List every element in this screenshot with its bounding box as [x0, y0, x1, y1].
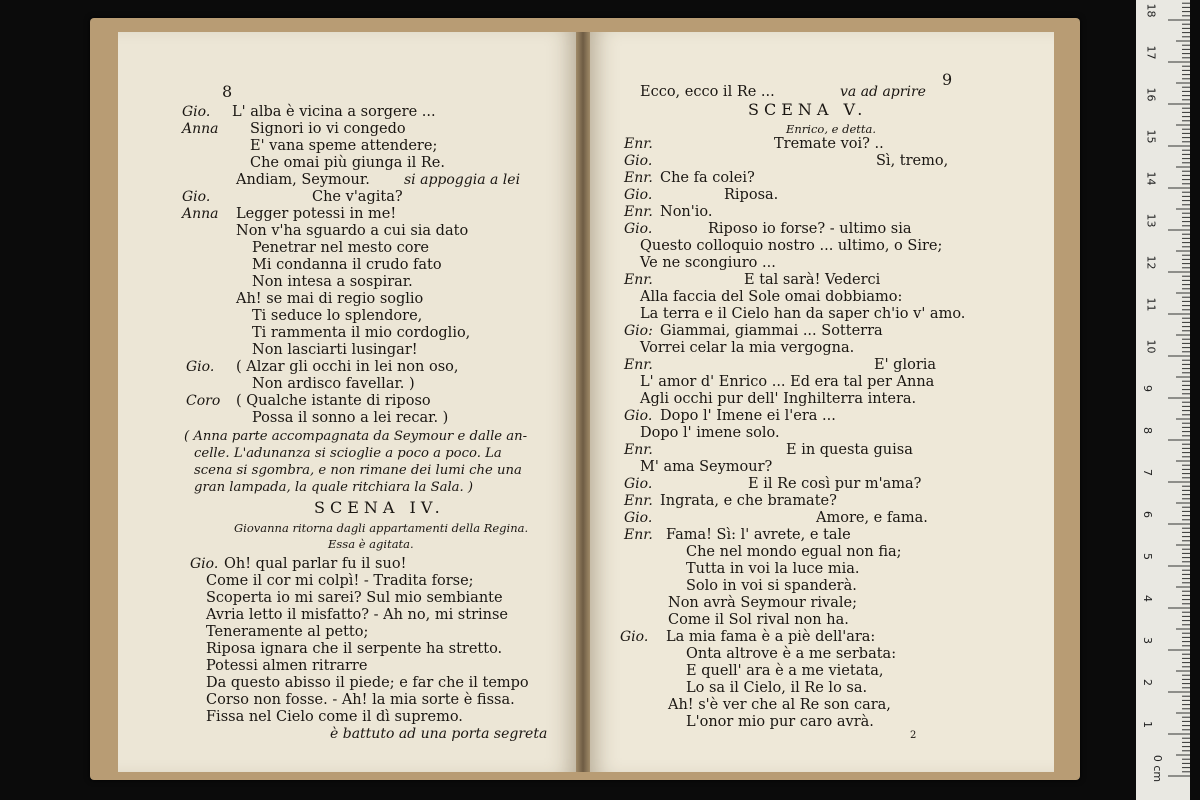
verse-line: L' alba è vicina a sorgere ... — [232, 104, 436, 120]
verse-line: Scoperta io mi sarei? Sul mio sembiante — [206, 590, 503, 606]
scene-title: SCENA IV. — [314, 498, 445, 517]
verse-line: Non intesa a sospirar. — [252, 274, 413, 290]
verse-line: ( Alzar gli occhi in lei non oso, — [236, 359, 459, 375]
verse-line: Dopo l' imene solo. — [640, 425, 780, 441]
verse-line: Oh! qual parlar fu il suo! — [224, 556, 407, 572]
verse-line: Che omai più giunga il Re. — [250, 155, 445, 171]
ruler-number: 11 — [1144, 297, 1158, 312]
verse-line: Fama! Sì: l' avrete, e tale — [666, 527, 851, 543]
ruler-number: 16 — [1144, 87, 1158, 102]
ruler-number: 0 cm — [1151, 754, 1165, 783]
verse-line: Onta altrove è a me serbata: — [686, 646, 897, 662]
verse-line: Vorrei celar la mia vergogna. — [640, 340, 855, 356]
speaker: Gio. — [182, 104, 211, 120]
scene-title: SCENA V. — [748, 100, 868, 119]
ruler-number: 4 — [1141, 595, 1154, 602]
speaker: Gio. — [624, 510, 653, 526]
verse-line: Andiam, Seymour. — [236, 172, 370, 188]
verse-line: Agli occhi pur dell' Inghilterra intera. — [640, 391, 917, 407]
speaker: Enr. — [624, 527, 653, 543]
verse-line: Ti rammenta il mio cordoglio, — [252, 325, 471, 341]
ruler-number: 9 — [1141, 385, 1154, 392]
verse-line: E il Re così pur m'ama? — [748, 476, 922, 492]
verse-line: E' vana speme attendere; — [250, 138, 438, 154]
verse-line: Ti seduce lo splendore, — [252, 308, 423, 324]
verse-line: Che fa colei? — [660, 170, 755, 186]
verse-line: Giammai, giammai ... Sotterra — [660, 323, 883, 339]
verse-line: Legger potessi in me! — [236, 206, 397, 222]
verse-line: Ve ne scongiuro ... — [640, 255, 776, 271]
verse-line: Potessi almen ritrarre — [206, 658, 368, 674]
ruler-number: 2 — [1141, 679, 1154, 686]
verse-line: ( Qualche istante di riposo — [236, 393, 431, 409]
verse-line: Questo colloquio nostro ... ultimo, o Sire; — [640, 238, 943, 254]
verse-line: Riposa ignara che il serpente ha stretto. — [206, 641, 503, 657]
verse-line: Da questo abisso il piede; e far che il tempo — [206, 675, 529, 691]
speaker: Anna — [182, 121, 219, 137]
verse-line: Mi condanna il crudo fato — [252, 257, 442, 273]
page-number: 8 — [222, 82, 233, 101]
speaker: Anna — [182, 206, 219, 222]
stage-direction: celle. L'adunanza si scioglie a poco a poco. La — [194, 446, 502, 461]
verse-line: Non lasciarti lusingar! — [252, 342, 418, 358]
verse-line: E quell' ara è a me vietata, — [686, 663, 884, 679]
verse-line: Possa il sonno a lei recar. ) — [252, 410, 449, 426]
verse-line: E in questa guisa — [786, 442, 913, 458]
ruler-number: 8 — [1141, 427, 1154, 434]
stage-direction: scena si sgombra, e non rimane dei lumi che una — [194, 463, 522, 478]
verse-line: Ecco, ecco il Re ... — [640, 84, 775, 100]
verse-line: M' ama Seymour? — [640, 459, 773, 475]
verse-line: Avria letto il misfatto? - Ah no, mi strinse — [206, 607, 509, 623]
stage-direction: è battuto ad una porta segreta — [330, 726, 548, 742]
speaker: Enr. — [624, 357, 653, 373]
verse-line: Alla faccia del Sole omai dobbiamo: — [640, 289, 903, 305]
open-book — [90, 18, 1080, 780]
verse-line: Tremate voi? .. — [774, 136, 884, 152]
speaker: Enr. — [624, 136, 653, 152]
verse-line: Non ardisco favellar. ) — [252, 376, 415, 392]
ruler-number: 7 — [1141, 469, 1154, 476]
verse-line: Ingrata, e che bramate? — [660, 493, 837, 509]
ruler-number: 12 — [1144, 255, 1158, 270]
measuring-ruler — [1136, 0, 1190, 800]
verse-line: E' gloria — [874, 357, 937, 373]
stage-direction: ( Anna parte accompagnata da Seymour e dalle an- — [184, 429, 528, 444]
left-page — [118, 32, 576, 772]
verse-line: Che nel mondo egual non fia; — [686, 544, 902, 560]
verse-line: Che v'agita? — [312, 189, 403, 205]
ruler-number: 1 — [1141, 721, 1154, 728]
scene-subtitle: Enrico, e detta. — [786, 122, 877, 136]
speaker: Gio. — [182, 189, 211, 205]
verse-line: Penetrar nel mesto core — [252, 240, 430, 256]
ruler-number: 3 — [1141, 637, 1154, 644]
ruler-number: 17 — [1144, 45, 1158, 60]
verse-line: Riposa. — [724, 187, 779, 203]
speaker: Enr. — [624, 204, 653, 220]
verse-line: Non'io. — [660, 204, 713, 220]
speaker: Gio. — [624, 187, 653, 203]
verse-line: Teneramente al petto; — [206, 624, 369, 640]
verse-line: La mia fama è a piè dell'ara: — [666, 629, 876, 645]
speaker: Gio. — [624, 221, 653, 237]
verse-line: La terra e il Cielo han da saper ch'io v' amo. — [640, 306, 966, 322]
verse-line: L'onor mio pur caro avrà. — [686, 714, 874, 730]
book-gutter — [576, 32, 590, 772]
verse-line: Sì, tremo, — [876, 153, 949, 169]
ruler-number: 5 — [1141, 553, 1154, 560]
verse-line: L' amor d' Enrico ... Ed era tal per Anna — [640, 374, 935, 390]
speaker: Coro — [186, 393, 221, 409]
ruler-number: 18 — [1144, 3, 1158, 18]
verse-line: Lo sa il Cielo, il Re lo sa. — [686, 680, 868, 696]
verse-line: Come il cor mi colpì! - Tradita forse; — [206, 573, 474, 589]
ruler-number: 13 — [1144, 213, 1158, 228]
speaker: Gio. — [190, 556, 219, 572]
speaker: Gio. — [624, 153, 653, 169]
verse-line: Ah! se mai di regio soglio — [236, 291, 424, 307]
ruler-number: 6 — [1141, 511, 1154, 518]
verse-line: Riposo io forse? - ultimo sia — [708, 221, 912, 237]
speaker: Gio. — [624, 476, 653, 492]
verse-line: Non v'ha sguardo a cui sia dato — [236, 223, 469, 239]
speaker: Gio: — [624, 323, 653, 339]
verse-line: Tutta in voi la luce mia. — [686, 561, 860, 577]
verse-line: Dopo l' Imene ei l'era ... — [660, 408, 836, 424]
speaker: Enr. — [624, 442, 653, 458]
speaker: Gio. — [186, 359, 215, 375]
scene-subtitle: Giovanna ritorna dagli appartamenti della Regina. — [234, 521, 529, 535]
right-page — [590, 32, 1054, 772]
verse-line: Solo in voi si spanderà. — [686, 578, 857, 594]
speaker: Gio. — [620, 629, 649, 645]
stage-direction: gran lampada, la quale ritchiara la Sala. ) — [194, 480, 474, 495]
speaker: Gio. — [624, 408, 653, 424]
scene-subtitle: Essa è agitata. — [328, 537, 414, 551]
speaker: Enr. — [624, 272, 653, 288]
stage-direction: va ad aprire — [840, 84, 926, 100]
verse-line: Amore, e fama. — [816, 510, 928, 526]
verse-line: Ah! s'è ver che al Re son cara, — [668, 697, 891, 713]
verse-line: E tal sarà! Vederci — [744, 272, 881, 288]
ruler-number: 10 — [1144, 339, 1158, 354]
verse-line: Corso non fosse. - Ah! la mia sorte è fissa. — [206, 692, 515, 708]
page-number: 9 — [942, 70, 953, 89]
speaker: Enr. — [624, 493, 653, 509]
stage-direction: si appoggia a lei — [404, 172, 521, 188]
verse-line: Non avrà Seymour rivale; — [668, 595, 857, 611]
ruler-number: 14 — [1144, 171, 1158, 186]
verse-line: Fissa nel Cielo come il dì supremo. — [206, 709, 463, 725]
verse-line: Signori io vi congedo — [250, 121, 406, 137]
speaker: Enr. — [624, 170, 653, 186]
ruler-number: 15 — [1144, 129, 1158, 144]
signature-mark: 2 — [910, 730, 917, 741]
verse-line: Come il Sol rival non ha. — [668, 612, 849, 628]
